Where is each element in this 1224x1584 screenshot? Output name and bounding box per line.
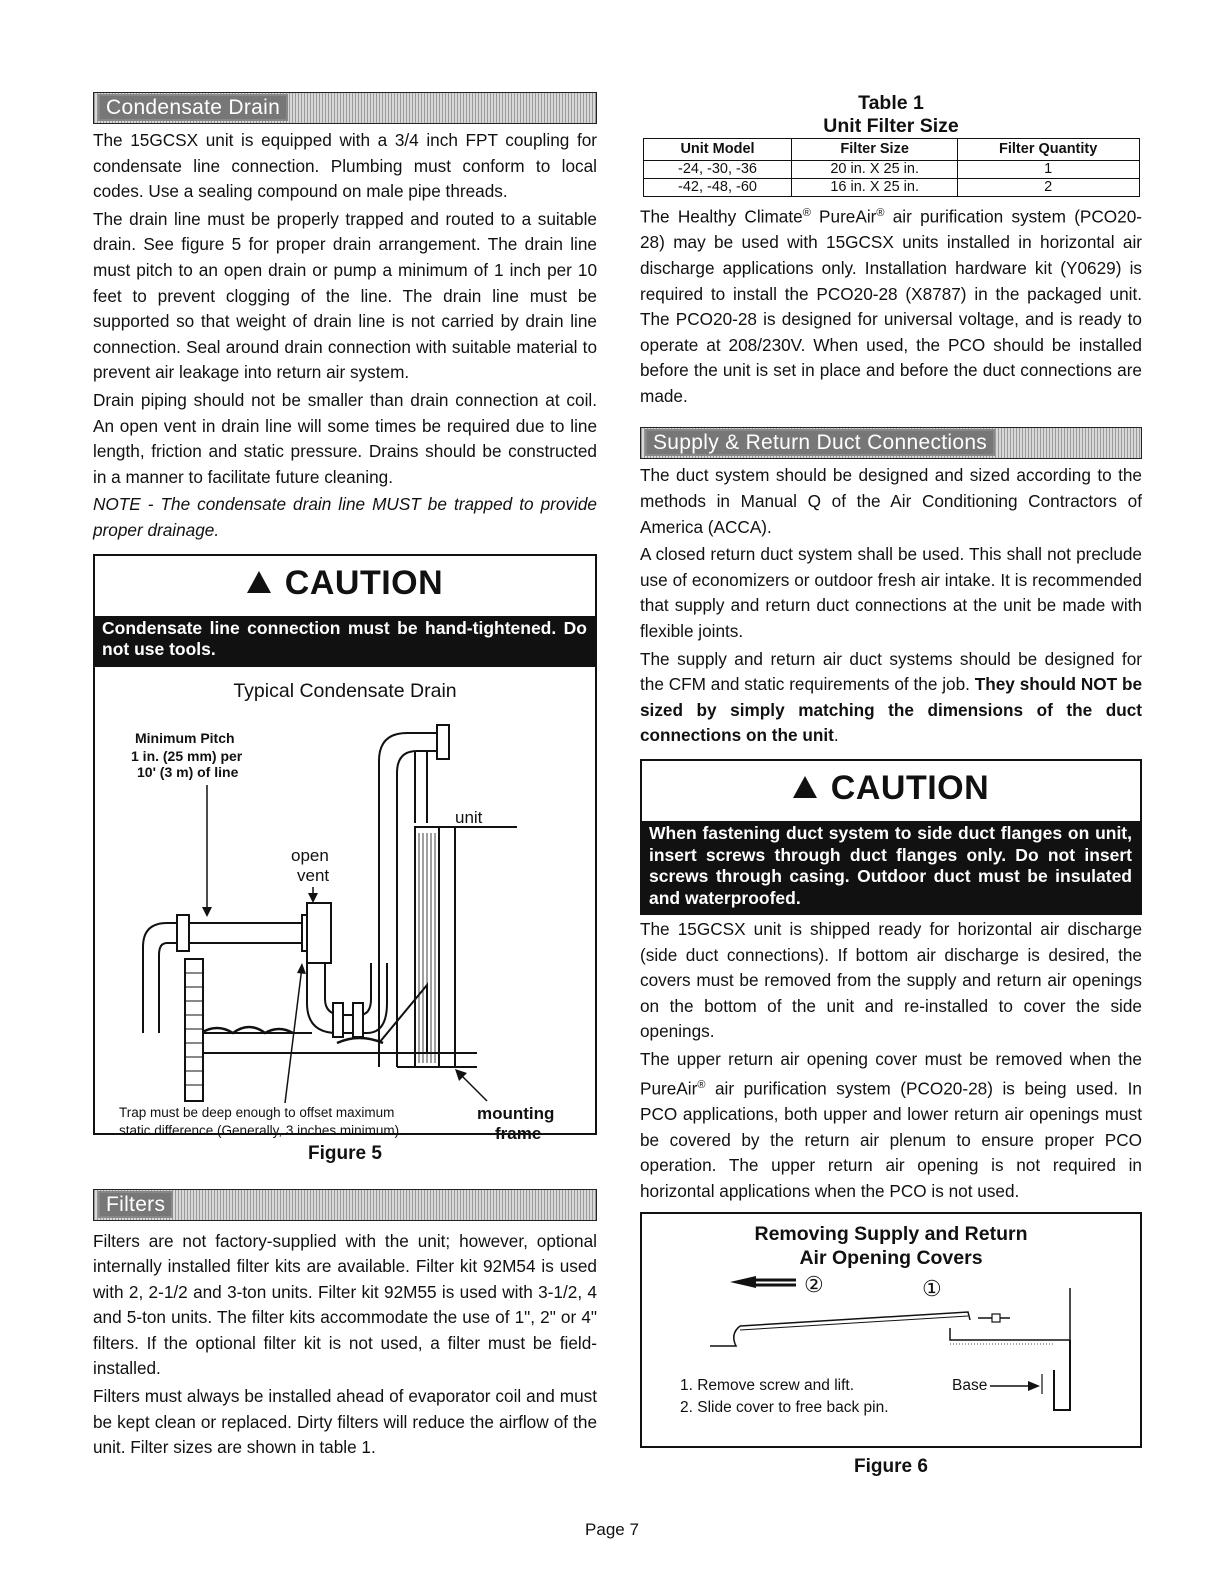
condensate-caution-box (93, 554, 597, 667)
table-cell: -42, -48, -60 (643, 179, 792, 197)
table-header-cell: Filter Quantity (957, 139, 1139, 161)
caution-title: CAUTION (95, 556, 595, 616)
figure-5-title: Typical Condensate Drain (233, 679, 457, 702)
left-column (93, 92, 597, 1463)
filters-paragraph-2: Filters must always be installed ahead of evaporator coil and must be kept clean or replaced. Dirty filters will reduce the airflow of the unit. Filter sizes are shown in table 1. (93, 1386, 597, 1458)
table-cell: -24, -30, -36 (643, 161, 792, 179)
condensate-note: NOTE - The condensate drain line MUST be trapped to provide proper drainage. (93, 494, 597, 540)
figure-6-caption: Figure 6 (854, 1456, 928, 1478)
unit-label: unit (455, 807, 483, 827)
figure-6-title-2: Air Opening Covers (799, 1247, 983, 1270)
table-cell: 1 (957, 161, 1139, 179)
condensate-paragraph-3: Drain piping should not be smaller than drain connection at coil. An open vent in drain line will some times be required due to line length, friction and static pressure. Drains should be constructed in a manner to facilitate future cleaning. (93, 389, 597, 487)
table-cell: 16 in. X 25 in. (792, 179, 957, 197)
condensate-drain-heading: Condensate Drain (93, 92, 597, 124)
duct-caution-box (640, 759, 1142, 915)
condensate-paragraph-1: The 15GCSX unit is equipped with a 3/4 inch FPT coupling for condensate line connection. Plumbing must conform to local codes. Use a sealing compound on male pipe threads. (93, 130, 597, 202)
mounting-label: mounting (477, 1103, 555, 1123)
warning-icon (793, 776, 817, 798)
step-2: 2. Slide cover to free back pin. (680, 1399, 889, 1417)
caution-body: Condensate line connection must be hand-tightened. Do not use tools. (95, 616, 595, 665)
table-cell: 20 in. X 25 in. (792, 161, 957, 179)
callout-2: ② (804, 1274, 824, 1298)
table-cell: 2 (957, 179, 1139, 197)
figure-6 (640, 1212, 1142, 1448)
pitch-label-3: 10' (3 m) of line (137, 763, 239, 780)
duct-connections-heading: Supply & Return Duct Connections (640, 427, 1142, 459)
trap-note-1: Trap must be deep enough to offset maximum (119, 1104, 395, 1120)
pitch-label-1: Minimum Pitch (135, 729, 235, 746)
condensate-paragraph-2: The drain line must be properly trapped and routed to a suitable drain. See figure 5 for proper drain arrangement. The drain line must pitch to an open drain or pump a minimum of 1 inch per 10 feet to prevent clogging of the line. The drain line must be supported so that weight of drain line is not carried by drain line connection. Seal around drain connection with suitable material to prevent air leakage into return air system. (93, 208, 597, 383)
duct-paragraph-2: A closed return duct system shall be used. This shall not preclude use of economizers or outdoor fresh air intake. It is recommended that supply and return duct connections at the unit be made with flexible joints. (640, 544, 1142, 642)
page-number: Page 7 (585, 1520, 639, 1539)
table-header-row (643, 139, 1139, 161)
table-row (643, 161, 1139, 179)
figure-6-title-1: Removing Supply and Return (754, 1223, 1028, 1246)
table-header-cell: Unit Model (643, 139, 792, 161)
callout-1: ① (922, 1276, 942, 1302)
condensate-drain-diagram (97, 703, 577, 1143)
table-row (643, 179, 1139, 197)
caution-body: When fastening duct system to side duct flanges on unit, insert screws through duct flanges only. Do not insert screws through casing. Outdoor duct must be insulated and waterproofed. (642, 821, 1140, 913)
duct-paragraph-1: The duct system should be designed and sized according to the methods in Manual Q of the Air Conditioning Contractors of America (ACCA). (640, 465, 1142, 537)
warning-icon (247, 571, 271, 593)
pureair-paragraph: The upper return air opening cover must be removed when the PureAir® air purification system (PCO20-28) is being used. In PCO applications, both upper and lower return air openings must be covered by the return air plenum to ensure proper PCO operation. The upper return air opening is not required in horizontal applications when the PCO is not used. (640, 1048, 1142, 1201)
vent-label: vent (297, 865, 330, 885)
unit-filter-size-table (643, 138, 1140, 197)
base-label: Base (952, 1377, 988, 1395)
table-1-title: Table 1 (858, 92, 924, 114)
cover-removal-diagram (650, 1274, 1130, 1446)
open-label: open (291, 845, 329, 865)
pitch-label-2: 1 in. (25 mm) per (131, 747, 243, 764)
frame-label: frame (495, 1123, 542, 1143)
table-header-cell: Filter Size (792, 139, 957, 161)
pco-paragraph: The Healthy Climate® PureAir® air purification system (PCO20-28) may be used with 15GCSX units installed in horizontal air discharge applications only. Installation hardware kit (Y0629) is required to install the PCO20-28 (X8787) in the packaged unit. The PCO20-28 is designed for universal voltage, and is ready to operate at 208/230V. When used, the PCO should be installed before the unit is set in place and before the duct connections are made. (640, 206, 1143, 406)
step-1: 1. Remove screw and lift. (680, 1377, 855, 1395)
trap-note-2: static difference (Generally, 3 inches minimum). (119, 1122, 403, 1138)
filters-heading: Filters (93, 1189, 597, 1221)
right-column (640, 92, 1142, 1482)
shipping-paragraph: The 15GCSX unit is shipped ready for horizontal air discharge (side duct connections). If bottom air discharge is desired, the covers must be removed from the supply and return air openings on the bottom of the unit and re-installed to cover the side openings. (640, 919, 1142, 1042)
filters-paragraph-1: Filters are not factory-supplied with the unit; however, optional internally installed filter kits are available. Filter kit 92M54 is used with 2, 2-1/2 and 3-ton units. Filter kit 92M55 is used with 3-1/2, 4 and 5-ton units. The filter kits accommodate the use of 1", 2" or 4" filters. If the optional filter kit is not used, a filter must be field-installed. (93, 1230, 597, 1379)
figure-5-caption: Figure 5 (308, 1142, 382, 1164)
figure-5 (93, 667, 597, 1143)
caution-title: CAUTION (642, 761, 1140, 821)
duct-paragraph-3: The supply and return air duct systems should be designed for the CFM and static requirements of the job. They should NOT be sized by simply matching the dimensions of the duct connections on the unit. (640, 648, 1143, 746)
table-1-subtitle: Unit Filter Size (823, 115, 959, 137)
